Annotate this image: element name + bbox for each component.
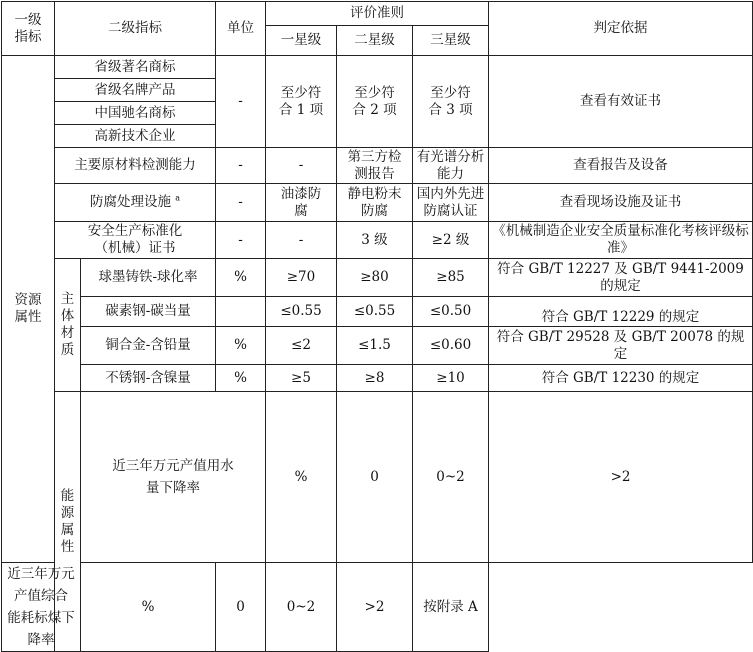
header-level2: 二级指标: [55, 2, 216, 56]
energy-star3: >2: [489, 392, 753, 563]
material-star1: ≥5: [266, 365, 337, 392]
anticorrosion-label: 防腐处理设施: [89, 194, 171, 210]
header-star1: 一星级: [266, 26, 337, 56]
material-basis: 符合 GB/T 29528 及 GB/T 20078 的规定: [489, 327, 753, 365]
anticorrosion-star2: 静电粉末 防腐: [337, 184, 413, 222]
brands-star3: 至少符 合 3 项: [413, 56, 489, 148]
material-unit: [216, 297, 266, 327]
material-star1: ≤0.55: [266, 297, 337, 327]
safety-star3: ≥2 级: [413, 222, 489, 259]
material-basis: 符合 GB/T 12227 及 GB/T 9441-2009 的规定: [489, 259, 753, 297]
brands-basis: 查看有效证书: [489, 56, 753, 148]
testing-star1: -: [266, 148, 337, 184]
footnote-marker: a: [175, 193, 181, 203]
material-star2: ≤1.5: [337, 327, 413, 365]
material-indicator: 球墨铸铁-球化率: [81, 259, 216, 297]
material-star1: ≥70: [266, 259, 337, 297]
header-level1: 一级 指标: [2, 2, 55, 56]
energy-unit: %: [81, 563, 216, 652]
testing-star3: 有光谱分析 能力: [413, 148, 489, 184]
safety-indicator: 安全生产标准化 （机械）证书: [55, 222, 216, 259]
category-energy: 能源 属性: [55, 392, 81, 652]
energy-star3: >2: [337, 563, 413, 652]
material-indicator: 铜合金-含铅量: [81, 327, 216, 365]
material-star3: ≥85: [413, 259, 489, 297]
material-star1: ≤2: [266, 327, 337, 365]
brand-item-4: 高新技术企业: [55, 125, 216, 148]
safety-star1: -: [266, 222, 337, 259]
material-unit: %: [216, 327, 266, 365]
safety-basis: 《机械制造企业安全质量标准化考核评级标准》: [489, 222, 753, 259]
anticorrosion-star3: 国内外先进 防腐认证: [413, 184, 489, 222]
category-resource: 资源 属性: [2, 56, 55, 563]
energy-indicator: 近三年万元产值综合 能耗标煤下降率: [2, 563, 81, 652]
material-star3: ≤0.60: [413, 327, 489, 365]
anticorrosion-star1: 油漆防 腐: [266, 184, 337, 222]
header-star2: 二星级: [337, 26, 413, 56]
anticorrosion-unit: -: [216, 184, 266, 222]
energy-indicator: 近三年万元产值用水 量下降率: [81, 392, 266, 563]
material-basis: 符合 GB/T 12230 的规定: [489, 365, 753, 392]
material-unit: %: [216, 365, 266, 392]
energy-star2: 0~2: [266, 563, 337, 652]
material-star2: ≥8: [337, 365, 413, 392]
brand-item-2: 省级名牌产品: [55, 79, 216, 102]
energy-star1: 0: [337, 392, 413, 563]
energy-basis: 按附录 A: [413, 563, 489, 652]
material-star3: ≥10: [413, 365, 489, 392]
brands-star1: 至少符 合 1 项: [266, 56, 337, 148]
header-criteria: 评价准则: [266, 2, 489, 26]
safety-star2: 3 级: [337, 222, 413, 259]
brand-item-3: 中国驰名商标: [55, 102, 216, 125]
header-star3: 三星级: [413, 26, 489, 56]
testing-star2: 第三方检 测报告: [337, 148, 413, 184]
testing-unit: -: [216, 148, 266, 184]
material-basis: 符合 GB/T 12229 的规定: [489, 297, 753, 327]
evaluation-table: [1, 1, 753, 652]
energy-star2: 0~2: [413, 392, 489, 563]
material-indicator: 碳素钢-碳当量: [81, 297, 216, 327]
brand-item-1: 省级著名商标: [55, 56, 216, 79]
material-star2: ≤0.55: [337, 297, 413, 327]
anticorrosion-indicator: [55, 184, 216, 222]
brands-unit: -: [216, 56, 266, 148]
material-unit: %: [216, 259, 266, 297]
energy-unit: %: [266, 392, 337, 563]
energy-star1: 0: [216, 563, 266, 652]
header-basis: 判定依据: [489, 2, 753, 56]
brands-star2: 至少符 合 2 项: [337, 56, 413, 148]
material-star3: ≤0.50: [413, 297, 489, 327]
safety-unit: -: [216, 222, 266, 259]
header-unit: 单位: [216, 2, 266, 56]
testing-indicator: 主要原材料检测能力: [55, 148, 216, 184]
anticorrosion-basis: 查看现场设施及证书: [489, 184, 753, 222]
testing-basis: 查看报告及设备: [489, 148, 753, 184]
material-star2: ≥80: [337, 259, 413, 297]
materials-group: 主 体 材 质: [55, 259, 81, 392]
material-indicator: 不锈钢-含镍量: [81, 365, 216, 392]
